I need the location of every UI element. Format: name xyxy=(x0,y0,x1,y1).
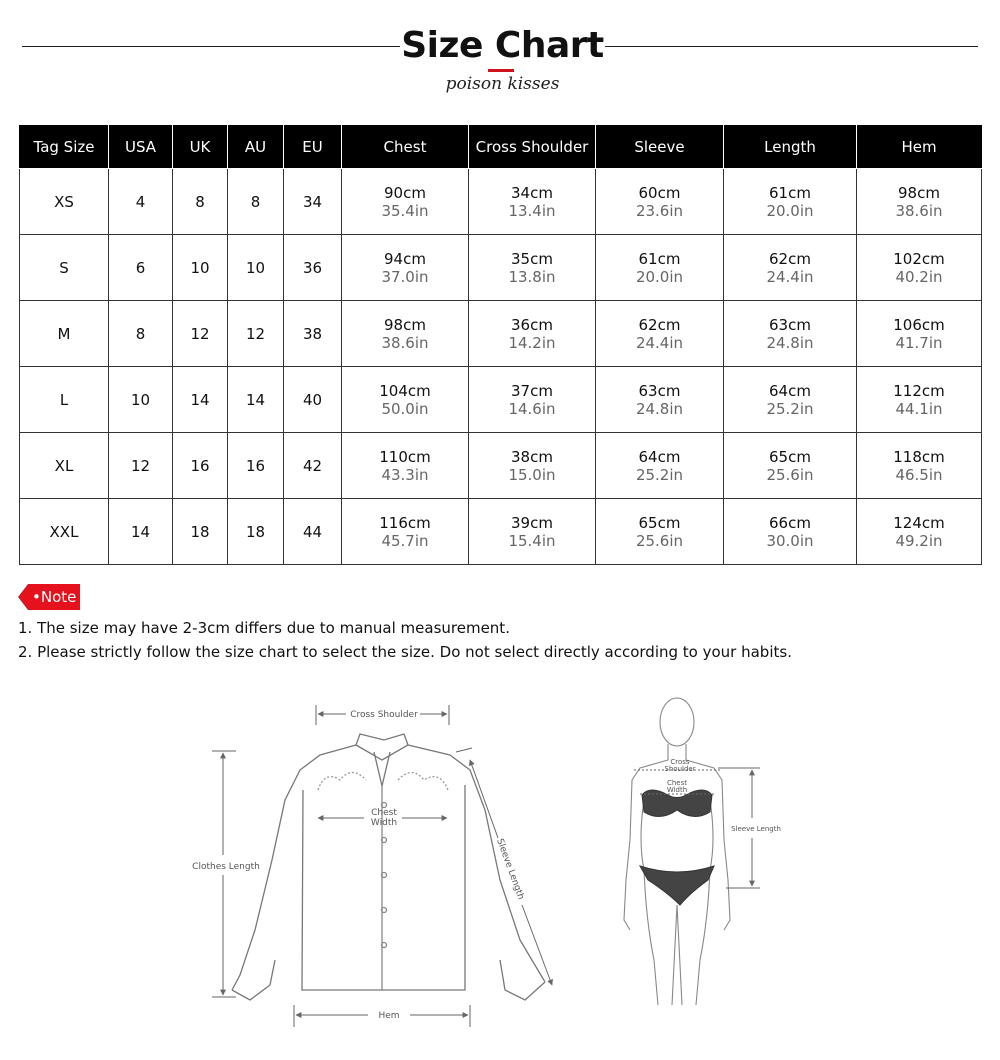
value-cm: 112cm xyxy=(893,381,945,400)
cell-au: 16 xyxy=(228,433,284,499)
value-inch: 20.0in xyxy=(766,201,814,220)
note-line-2: 2. Please strictly follow the size chart to select the size. Do not select directly according to your habits. xyxy=(18,643,792,661)
col-header: AU xyxy=(228,126,284,169)
value-cm: 65cm xyxy=(638,513,681,532)
value-cm: 64cm xyxy=(769,381,811,400)
label-width: Width xyxy=(370,818,398,828)
cell-usa: 6 xyxy=(109,235,173,301)
cell-shoulder xyxy=(469,367,596,433)
cell-shoulder xyxy=(469,433,596,499)
value-inch: 38.6in xyxy=(895,201,943,220)
value-inch: 24.8in xyxy=(766,333,814,352)
label-sleeve-length: Sleeve Length xyxy=(494,837,526,902)
cell-tag: M xyxy=(20,301,109,367)
cell-hem xyxy=(857,169,982,235)
value-cm: 98cm xyxy=(898,183,940,202)
body-label-chest: Chest xyxy=(666,779,688,787)
col-header: EU xyxy=(284,126,342,169)
cell-au: 12 xyxy=(228,301,284,367)
value-inch: 45.7in xyxy=(381,531,429,550)
cell-tag: XS xyxy=(20,169,109,235)
col-header: Sleeve xyxy=(596,126,724,169)
cell-eu: 42 xyxy=(284,433,342,499)
cell-hem xyxy=(857,499,982,565)
cell-chest xyxy=(342,499,469,565)
value-cm: 61cm xyxy=(638,249,681,268)
cell-eu: 38 xyxy=(284,301,342,367)
value-cm: 61cm xyxy=(769,183,811,202)
value-inch: 25.6in xyxy=(766,465,814,484)
cell-eu: 44 xyxy=(284,499,342,565)
cell-uk: 8 xyxy=(173,169,228,235)
value-inch: 24.8in xyxy=(635,399,684,418)
table-header-row xyxy=(20,126,982,169)
value-cm: 106cm xyxy=(893,315,945,334)
shirt-illustration xyxy=(232,734,545,1000)
cell-hem xyxy=(857,367,982,433)
cell-sleeve xyxy=(596,169,724,235)
cell-tag: XL xyxy=(20,433,109,499)
cell-au: 10 xyxy=(228,235,284,301)
page-title: Size Chart xyxy=(401,25,604,66)
cell-hem xyxy=(857,301,982,367)
cell-tag: S xyxy=(20,235,109,301)
cell-sleeve xyxy=(596,235,724,301)
header-rule-left xyxy=(22,46,400,47)
value-inch: 37.0in xyxy=(381,267,429,286)
label-chest: Chest xyxy=(371,808,397,818)
value-cm: 37cm xyxy=(511,381,553,400)
cell-usa: 12 xyxy=(109,433,173,499)
value-inch: 50.0in xyxy=(381,399,429,418)
cell-chest xyxy=(342,433,469,499)
cell-chest xyxy=(342,367,469,433)
cell-usa: 4 xyxy=(109,169,173,235)
value-cm: 62cm xyxy=(769,249,811,268)
cell-au: 8 xyxy=(228,169,284,235)
cell-chest xyxy=(342,301,469,367)
cell-usa: 8 xyxy=(109,301,173,367)
cell-uk: 18 xyxy=(173,499,228,565)
body-label-shoulder: Shoulder xyxy=(664,765,696,773)
cell-length xyxy=(724,433,857,499)
cell-hem xyxy=(857,433,982,499)
cell-chest xyxy=(342,235,469,301)
label-clothes-length: Clothes Length xyxy=(192,862,260,872)
value-inch: 20.0in xyxy=(635,267,684,286)
body-figure xyxy=(624,698,730,1005)
cell-length xyxy=(724,367,857,433)
table-row xyxy=(20,433,982,499)
cell-shoulder xyxy=(469,301,596,367)
label-hem: Hem xyxy=(378,1011,400,1021)
brand-name: poison kisses xyxy=(445,74,560,94)
cell-tag: XXL xyxy=(20,499,109,565)
cell-uk: 14 xyxy=(173,367,228,433)
cell-au: 14 xyxy=(228,367,284,433)
cell-uk: 16 xyxy=(173,433,228,499)
value-inch: 25.2in xyxy=(635,465,684,484)
value-cm: 124cm xyxy=(893,513,945,532)
value-cm: 63cm xyxy=(769,315,811,334)
value-cm: 104cm xyxy=(379,381,431,400)
cell-shoulder xyxy=(469,169,596,235)
cell-eu: 36 xyxy=(284,235,342,301)
body-label-sleeve-length: Sleeve Length xyxy=(731,825,781,833)
value-cm: 116cm xyxy=(379,513,431,532)
value-inch: 46.5in xyxy=(895,465,943,484)
value-cm: 65cm xyxy=(769,447,811,466)
cell-hem xyxy=(857,235,982,301)
value-inch: 25.6in xyxy=(635,531,684,550)
value-inch: 40.2in xyxy=(895,267,943,286)
value-cm: 102cm xyxy=(893,249,945,268)
value-cm: 36cm xyxy=(511,315,553,334)
cell-usa: 10 xyxy=(109,367,173,433)
value-cm: 64cm xyxy=(638,447,681,466)
table-row xyxy=(20,367,982,433)
cell-sleeve xyxy=(596,367,724,433)
title-accent-bar xyxy=(488,69,514,72)
value-inch: 14.2in xyxy=(508,333,556,352)
value-cm: 60cm xyxy=(638,183,681,202)
value-cm: 66cm xyxy=(769,513,811,532)
col-header: UK xyxy=(173,126,228,169)
value-cm: 38cm xyxy=(511,447,553,466)
value-cm: 35cm xyxy=(511,249,553,268)
col-header: Hem xyxy=(857,126,982,169)
value-inch: 15.4in xyxy=(508,531,556,550)
value-inch: 23.6in xyxy=(635,201,684,220)
cell-length xyxy=(724,499,857,565)
note-line-1: 1. The size may have 2-3cm differs due to manual measurement. xyxy=(18,619,510,637)
header-rule-right xyxy=(605,46,978,47)
value-inch: 24.4in xyxy=(635,333,684,352)
value-inch: 38.6in xyxy=(381,333,429,352)
cell-sleeve xyxy=(596,499,724,565)
col-header: USA xyxy=(109,126,173,169)
cell-shoulder xyxy=(469,235,596,301)
table-row xyxy=(20,301,982,367)
cell-eu: 40 xyxy=(284,367,342,433)
cell-sleeve xyxy=(596,301,724,367)
body-label-cross: Cross xyxy=(670,758,690,766)
value-cm: 118cm xyxy=(893,447,945,466)
value-inch: 15.0in xyxy=(508,465,556,484)
cell-uk: 12 xyxy=(173,301,228,367)
col-header: Chest xyxy=(342,126,469,169)
table-row xyxy=(20,499,982,565)
cell-length xyxy=(724,301,857,367)
cell-chest xyxy=(342,169,469,235)
value-cm: 94cm xyxy=(384,249,426,268)
cell-eu: 34 xyxy=(284,169,342,235)
value-inch: 30.0in xyxy=(766,531,814,550)
table-row xyxy=(20,169,982,235)
value-inch: 13.8in xyxy=(508,267,556,286)
value-cm: 34cm xyxy=(511,183,553,202)
value-inch: 25.2in xyxy=(766,399,814,418)
value-inch: 14.6in xyxy=(508,399,556,418)
value-cm: 110cm xyxy=(379,447,431,466)
value-inch: 13.4in xyxy=(508,201,556,220)
cell-au: 18 xyxy=(228,499,284,565)
col-header: Cross Shoulder xyxy=(469,126,596,169)
value-inch: 49.2in xyxy=(895,531,943,550)
value-inch: 41.7in xyxy=(895,333,943,352)
table-row xyxy=(20,235,982,301)
value-inch: 35.4in xyxy=(381,201,429,220)
value-cm: 63cm xyxy=(638,381,681,400)
cell-length xyxy=(724,169,857,235)
value-inch: 24.4in xyxy=(766,267,814,286)
col-header: Tag Size xyxy=(20,126,109,169)
value-cm: 62cm xyxy=(638,315,681,334)
cell-sleeve xyxy=(596,433,724,499)
cell-uk: 10 xyxy=(173,235,228,301)
value-inch: 43.3in xyxy=(381,465,429,484)
value-cm: 90cm xyxy=(384,183,426,202)
col-header: Length xyxy=(724,126,857,169)
cell-length xyxy=(724,235,857,301)
measurement-diagram xyxy=(0,690,1000,1050)
briefs-shape xyxy=(640,866,714,905)
size-table xyxy=(19,125,982,565)
value-cm: 39cm xyxy=(511,513,553,532)
value-cm: 98cm xyxy=(384,315,426,334)
cell-usa: 14 xyxy=(109,499,173,565)
cell-tag: L xyxy=(20,367,109,433)
cell-shoulder xyxy=(469,499,596,565)
body-label-width: Width xyxy=(666,786,688,794)
value-inch: 44.1in xyxy=(895,399,943,418)
note-badge: •Note xyxy=(28,584,80,610)
label-cross-shoulder: Cross Shoulder xyxy=(350,710,418,720)
